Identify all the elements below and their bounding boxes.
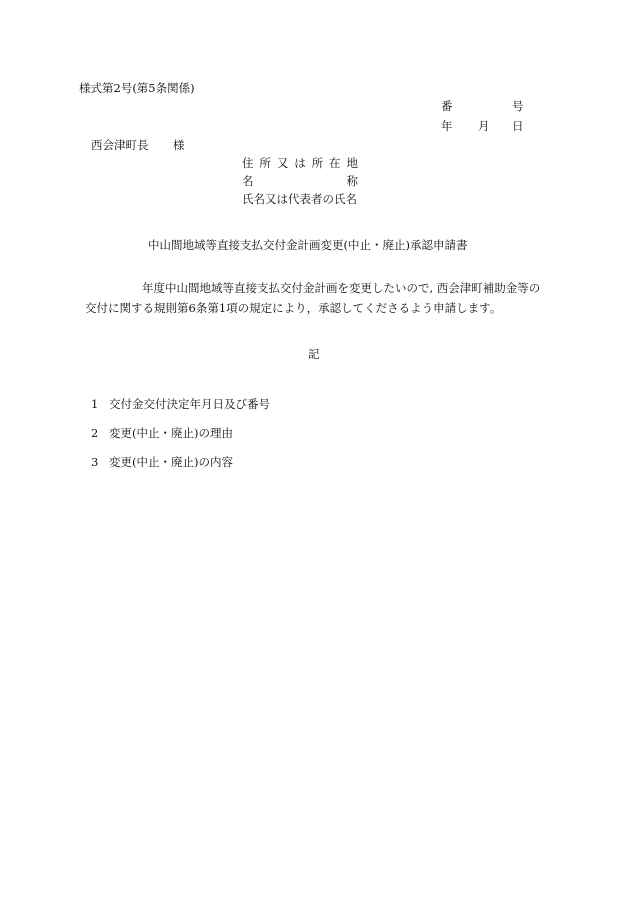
- number-ban-label: 番: [441, 99, 453, 113]
- address-char: 所: [311, 156, 324, 170]
- date-year-label: 年: [441, 119, 453, 133]
- item-number: 2: [91, 426, 99, 440]
- addressee-name: 西会津町長: [91, 138, 149, 152]
- list-item: [91, 457, 233, 469]
- item-text: 変更(中止・廃止)の理由: [109, 426, 233, 440]
- item-number: 3: [91, 455, 99, 469]
- item-number: 1: [91, 397, 99, 411]
- item-text: 変更(中止・廃止)の内容: [109, 455, 233, 469]
- date-month-label: 月: [478, 119, 490, 133]
- address-char: 地: [346, 156, 358, 170]
- name-char: 称: [346, 174, 358, 188]
- addressee-honorific: 様: [173, 138, 185, 152]
- address-char: は: [294, 156, 306, 170]
- item-text: 交付金交付決定年月日及び番号: [109, 397, 270, 411]
- number-go-label: 号: [512, 99, 524, 113]
- form-number-label: 様式第2号(第5条関係): [79, 81, 195, 95]
- applicant-address-label: [242, 158, 358, 170]
- body-line-2: 交付に関する規則第6条第1項の規定により，承認してくださるよう申請します。: [85, 301, 502, 315]
- address-char: 在: [329, 156, 341, 170]
- address-char: 又: [276, 156, 289, 170]
- list-item: [91, 428, 233, 440]
- address-char: 住: [242, 156, 254, 170]
- body-line-1: 年度中山間地域等直接支払交付金計画を変更したいので, 西会津町補助金等の: [142, 281, 541, 295]
- address-char: 所: [259, 156, 271, 170]
- list-item: [91, 399, 270, 411]
- applicant-name-label: [242, 176, 358, 188]
- name-char: 名: [242, 174, 254, 188]
- applicant-representative-label: 氏名又は代表者の氏名: [242, 192, 357, 206]
- date-day-label: 日: [512, 119, 524, 133]
- document-title: 中山間地域等直接支払交付金計画変更(中止・廃止)承認申請書: [148, 238, 468, 252]
- ki-heading: 記: [308, 347, 320, 361]
